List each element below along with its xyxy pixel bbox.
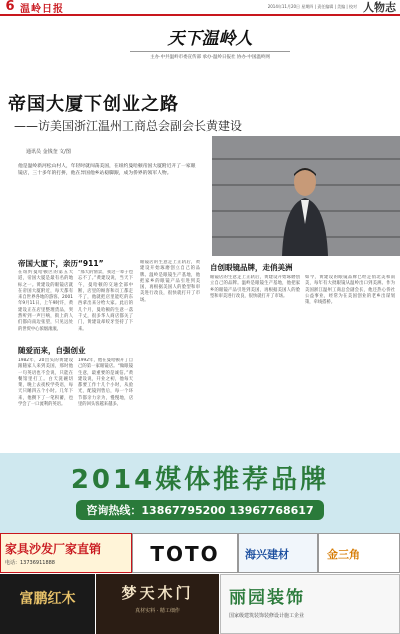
ad-mengtian[interactable] [96,574,220,634]
portrait-photo [212,136,400,256]
ad-furniture-title: 家具沙发厂家直销 [5,542,102,556]
ad-fupeng-title: 富鹏红木 [19,591,76,607]
ad-banner-phone: 咨询热线：13867795200 13967768617 [76,500,323,520]
subheadline: ——访美国浙江温州工商总会副会长黄建设 [14,119,243,133]
ad-jinsanjiao-title: 金三角 [327,548,360,561]
column-name: 天下温岭人 [167,29,253,49]
column-divider [130,51,290,52]
shelf-line [212,158,400,160]
column-subtitle: 主办·中共温岭市委宣传部 承办·温岭日报社 协办·中国温岭网 [150,55,270,60]
ad-furniture-phone: 电话：13736911888 [5,560,55,566]
headline: 帝国大厦下创业之路 [8,94,179,115]
article-column: 在纽约曼哈顿区的第五大道，帝国大厦是最有名的地标之一。黄建设的眼镜店就在帝国大厦附近，每天都有来自世界各地的游客。2001年9月11日，上午9时许，黄建设正在店里整理货品，突然听到一声巨响，街上的人们都向南边张望，只见远处的世贸中心浓烟滚滚。 [18,270,73,332]
section-name: 人物志 [363,1,396,14]
article-column: 1982年，20出头的黄建设跟随家人来到美国，那时他一句英语也不会说，只能在餐馆里打工。白天洗碗切菜，晚上去夜校学英语，每天只睡四五个小时。几年下来，他攒下了一笔积蓄，也学会了一口流利的英语。 [18,358,73,408]
article-column: 眼镜店的生意走上正轨后，黄建设开始琢磨创立自己的品牌。温岭是眼镜生产基地，他把家乡的眼镜产品引进到美国，再根据美国人的脸型和审美进行改良，很快就打开了市场。 [210,275,300,299]
article-column: 眼镜店的生意走上正轨后，黄建设开始琢磨创立自己的品牌。温岭是眼镜生产基地，他把家乡的眼镜产品引进到美国，再根据美国人的脸型和审美进行改良，很快就打开了市场。 [140,260,200,303]
masthead-bar [0,0,400,16]
ad-row-2 [0,574,400,634]
ad-haixing[interactable] [238,533,318,573]
ad-liyuan-title: 丽园装饰 [229,588,305,608]
section-heading-911: 帝国大厦下，亲历“911” [18,259,104,268]
page-number: 6 [5,0,15,14]
ad-mengtian-tagline: 真材实料 · 精工细作 [135,608,180,614]
section-heading-love: 随爱而来，自强创业 [18,346,86,355]
column-header [120,24,300,72]
ad-liyuan[interactable] [220,574,400,634]
article-column: “那天的情景，我这一辈子也忘不了。”黄建设说，当天下午，曼哈顿的交通全部中断，店里的顾客和员工都走不了，他就把店里能吃的东西拿出来分给大家。此后的几个月，曼哈顿的生意一落千丈，很多华人商店都关了门，黄建设却咬牙坚持了下来。 [78,270,133,332]
ad-toto[interactable] [132,533,238,573]
ad-banner[interactable] [0,453,400,533]
ad-toto-logo: TOTO [150,542,220,566]
paper-name: 温岭日报 [20,3,64,15]
ad-fupeng[interactable] [0,574,96,634]
ad-jinsanjiao[interactable] [318,533,400,573]
ad-banner-title: 2014媒体推荐品牌 [70,465,330,495]
byline: 通讯员 金钱奎 文/图 [26,149,71,155]
ad-row-1 [0,533,400,573]
lead-paragraph: 他是温岭新河松山村人，年轻时就闯荡美国，在纽约曼哈顿帝国大厦附近开了一家眼镜店，三十多年的打拼，他在异国他乡站稳脚跟，成为侨界的领军人物。 [18,164,196,176]
ad-liyuan-tagline: 国家级建筑装饰装修设计施工企业 [229,613,305,619]
ad-mengtian-title: 梦天木门 [121,584,194,602]
ad-furniture[interactable] [0,533,132,573]
dateline: 2014年11月20日 星期四 | 责任编辑 | 美编 | 校对 [267,4,357,9]
ad-haixing-title: 海兴建材 [245,548,289,561]
man-figure [280,164,330,256]
section-heading-brand: 自创眼镜品牌，走俏美洲 [210,263,293,272]
article-column: 如今，黄建设的眼镜品牌已经走俏北美和南美，每年有大批眼镜从温岭出口到美洲。作为美国浙江温州工商总会副会长，他还热心侨社公益事业，经常为在美国创业的老乡出谋划策，牵线搭桥。 [305,275,395,306]
article-column: 1992年，他在曼哈顿开了自己的第一家眼镜店。“做眼镜生意，最重要的是诚信。”黄建设说，开业之初，他每天都要工作十几个小时，从验光、配镜到售后，每一个环节都亲力亲为，慢慢地，店里的回头客越来越多。 [78,358,133,408]
